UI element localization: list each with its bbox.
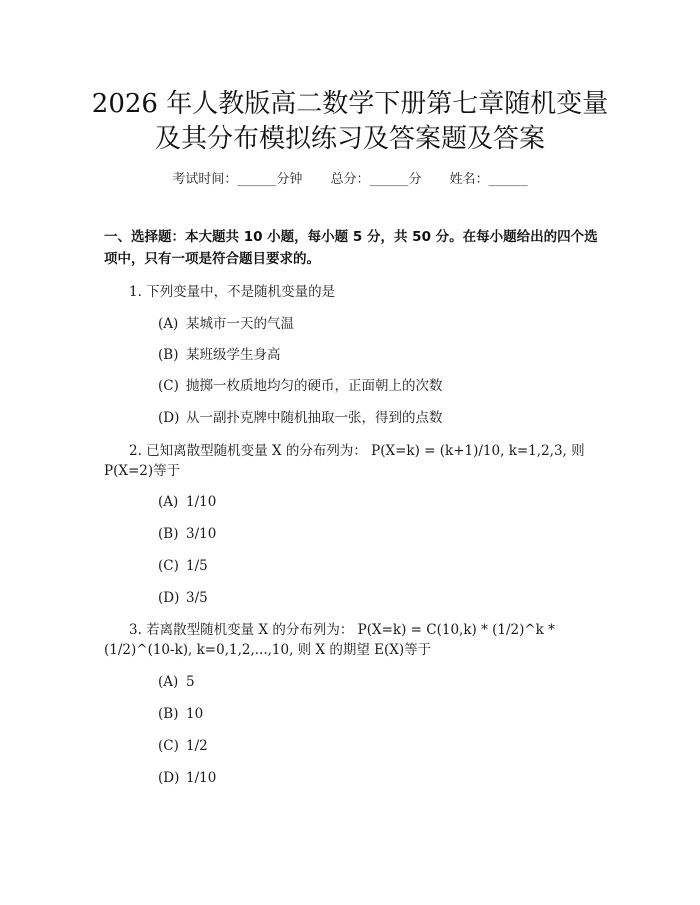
option-label: (C) bbox=[158, 378, 179, 394]
question-1-option-c bbox=[158, 376, 443, 396]
option-label: (A) bbox=[158, 494, 179, 510]
option-text: 3/10 bbox=[186, 526, 217, 542]
document-title-line-2: 及其分布模拟练习及答案题及答案 bbox=[154, 124, 545, 154]
option-text: 1/5 bbox=[186, 558, 208, 574]
option-text: 10 bbox=[186, 706, 204, 722]
option-label: (D) bbox=[158, 590, 180, 606]
question-1-option-d bbox=[158, 408, 443, 428]
question-1-stem: 1. 下列变量中，不是随机变量的是 bbox=[129, 284, 336, 300]
question-2-option-d bbox=[158, 588, 208, 608]
option-label: (B) bbox=[158, 347, 179, 363]
question-2-stem: 2. 已知离散型随机变量 X 的分布列为： P(X=k) = (k+1)/10, k=1,2,3, 则 P(X=2)等于 bbox=[104, 443, 585, 479]
question-3-option-a bbox=[158, 672, 195, 692]
option-label: (D) bbox=[158, 770, 180, 786]
total-score-field: 总分：______分 bbox=[330, 172, 422, 187]
document-title-line-1: 2026 年人教版高二数学下册第七章随机变量 bbox=[91, 89, 609, 119]
exam-time-field: 考试时间：______分钟 bbox=[172, 172, 303, 187]
option-label: (A) bbox=[158, 674, 179, 690]
section-heading: 一、选择题：本大题共 10 小题，每小题 5 分，共 50 分。在每小题给出的四个选项中，只有一项是符合题目要求的。 bbox=[104, 229, 598, 267]
option-text: 1/10 bbox=[186, 770, 217, 786]
exam-meta bbox=[0, 168, 700, 187]
question-1-option-a bbox=[158, 314, 294, 334]
option-text: 某城市一天的气温 bbox=[186, 316, 294, 332]
question-3-option-b bbox=[158, 704, 203, 724]
option-label: (A) bbox=[158, 316, 179, 332]
option-label: (B) bbox=[158, 706, 179, 722]
option-label: (D) bbox=[158, 410, 180, 426]
option-text: 某班级学生身高 bbox=[186, 347, 281, 363]
question-3-option-d bbox=[158, 768, 216, 788]
option-label: (C) bbox=[158, 558, 179, 574]
option-text: 1/2 bbox=[186, 738, 208, 754]
question-2-option-c bbox=[158, 556, 208, 576]
option-text: 抛掷一枚质地均匀的硬币，正面朝上的次数 bbox=[186, 378, 443, 394]
question-3-stem: 3. 若离散型随机变量 X 的分布列为： P(X=k) = C(10,k) * (1/2)^k * (1/2)^(10-k), k=0,1,2,...,10, 则 X 的期望 E(X)等于 bbox=[104, 622, 555, 658]
option-text: 1/10 bbox=[186, 494, 217, 510]
option-label: (B) bbox=[158, 526, 179, 542]
question-2-option-a bbox=[158, 492, 216, 512]
student-name-field: 姓名：______ bbox=[449, 172, 528, 187]
question-3-option-c bbox=[158, 736, 208, 756]
option-text: 从一副扑克牌中随机抽取一张，得到的点数 bbox=[186, 410, 443, 426]
question-1-option-b bbox=[158, 345, 281, 365]
option-text: 3/5 bbox=[186, 590, 208, 606]
option-text: 5 bbox=[186, 674, 195, 690]
option-label: (C) bbox=[158, 738, 179, 754]
question-2-option-b bbox=[158, 524, 216, 544]
